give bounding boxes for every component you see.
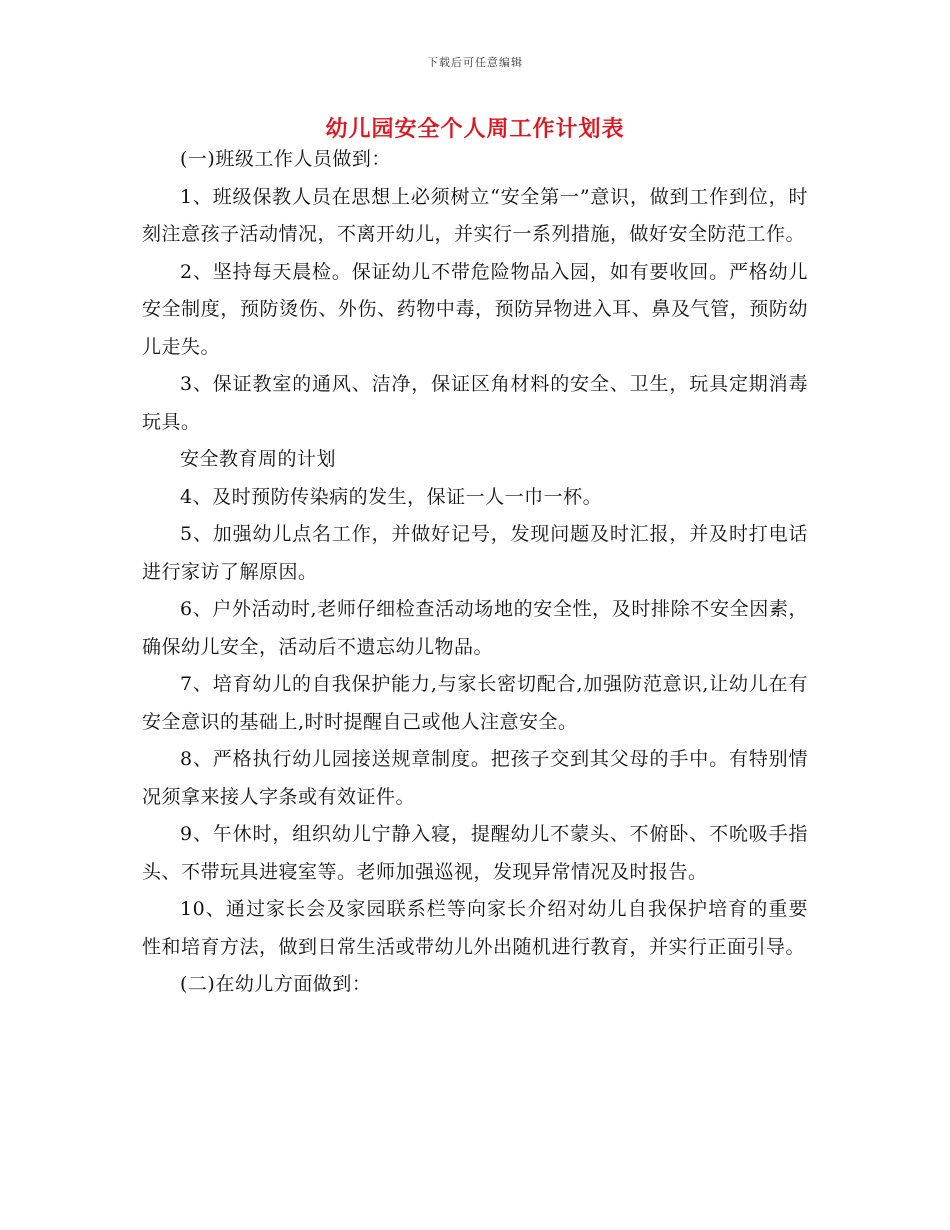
paragraph-item-7: 7、培育幼儿的自我保护能力,与家长密切配合,加强防范意识,让幼儿在有安全意识的基础上,时时提醒自己或他人注意安全。 bbox=[142, 673, 808, 733]
paragraph-item-9: 9、午休时，组织幼儿宁静入寝，提醒幼儿不蒙头、不俯卧、不吮吸手指头、不带玩具进寝室等。老师加强巡视，发现异常情况及时报告。 bbox=[142, 823, 808, 883]
document-title: 幼儿园安全个人周工作计划表 bbox=[325, 117, 625, 142]
section-heading-children: (二)在幼儿方面做到： bbox=[180, 973, 372, 995]
subheading-safety-week: 安全教育周的计划 bbox=[180, 448, 337, 470]
paragraph-item-2: 2、坚持每天晨检。保证幼儿不带危险物品入园，如有要收回。严格幼儿安全制度，预防烫伤、外伤、药物中毒，预防异物进入耳、鼻及气管，预防幼儿走失。 bbox=[142, 260, 808, 358]
paragraph-item-1: 1、班级保教人员在思想上必须树立“安全第一”意识，做到工作到位，时刻注意孩子活动情况，不离开幼儿，并实行一系列措施，做好安全防范工作。 bbox=[142, 185, 808, 245]
paragraph-item-4: 4、及时预防传染病的发生，保证一人一巾一杯。 bbox=[180, 485, 603, 508]
document-body bbox=[142, 141, 808, 1004]
paragraph-item-6: 6、户外活动时,老师仔细检查活动场地的安全性，及时排除不安全因素，确保幼儿安全，活动后不遗忘幼儿物品。 bbox=[142, 598, 808, 658]
paragraph-item-3: 3、保证教室的通风、洁净，保证区角材料的安全、卫生，玩具定期消毒玩具。 bbox=[142, 373, 808, 433]
header-note: 下载后可任意编辑 bbox=[427, 56, 523, 69]
section-heading-staff: (一)班级工作人员做到： bbox=[180, 148, 391, 170]
paragraph-item-5: 5、加强幼儿点名工作，并做好记号，发现问题及时汇报，并及时打电话进行家访了解原因。 bbox=[142, 523, 808, 583]
paragraph-item-8: 8、严格执行幼儿园接送规章制度。把孩子交到其父母的手中。有特别情况须拿来接人字条或有效证件。 bbox=[142, 748, 808, 808]
paragraph-item-10: 10、通过家长会及家园联系栏等向家长介绍对幼儿自我保护培育的重要性和培育方法，做到日常生活或带幼儿外出随机进行教育，并实行正面引导。 bbox=[142, 898, 808, 958]
